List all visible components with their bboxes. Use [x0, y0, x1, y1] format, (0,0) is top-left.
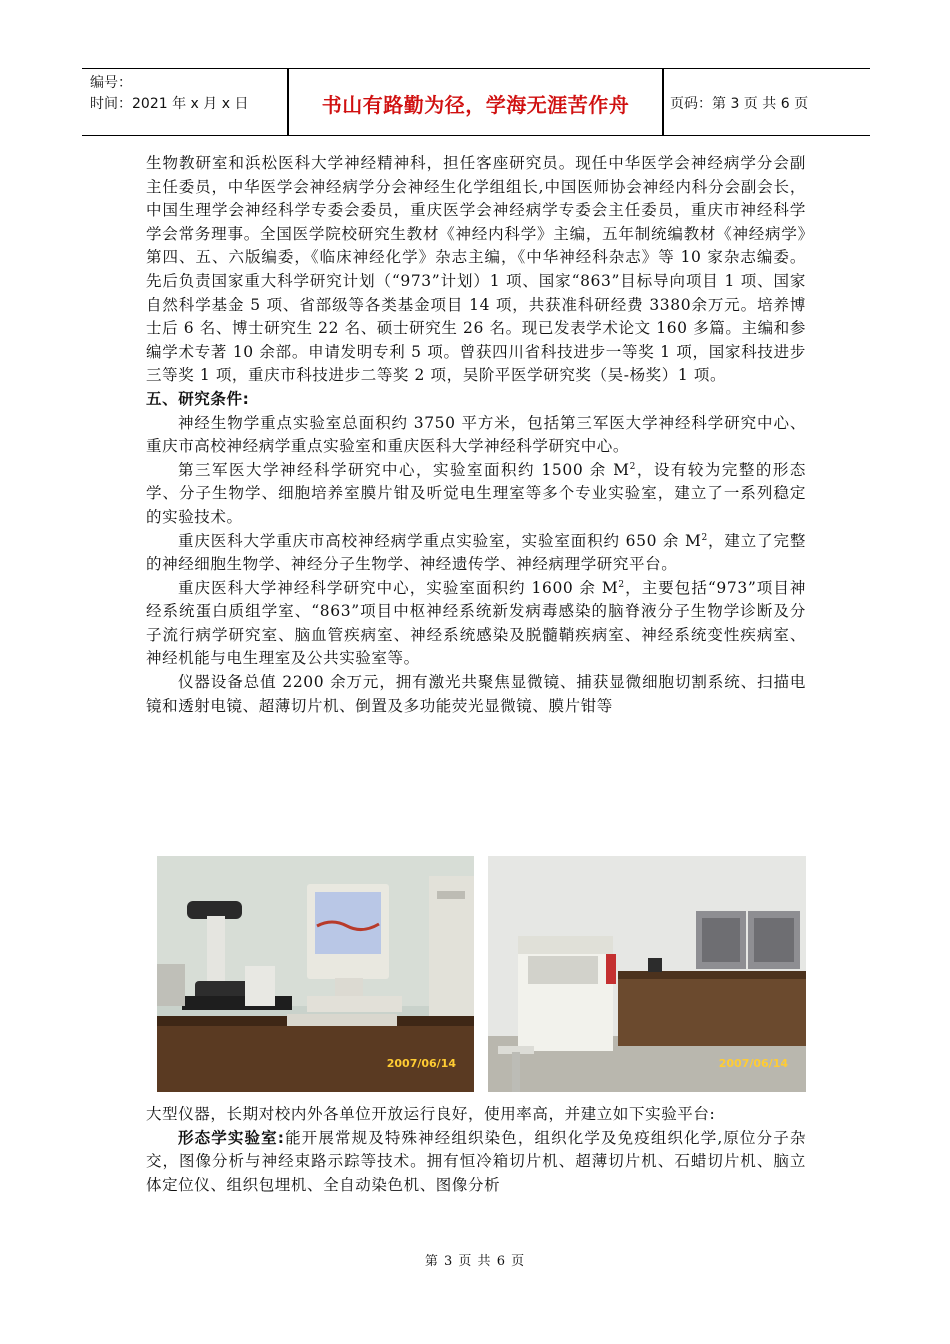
superscript: 2 [618, 579, 625, 590]
paragraph-bio: 生物教研室和浜松医科大学神经精神科，担任客座研究员。现任中华医学会神经病学分会副主任委员，中华医学会神经病学分会神经生化学组组长,中国医师协会神经内科分会副会长，中国生理学会神经科学专委会委员，重庆医学会神经病学专委会主任委员，重庆市神经科学学会常务理事。全国医学院校研究生教材《神经内科学》主编，五年制统编教材《神经病学》第四、五、六版编委，《临床神经化学》杂志主编，《中华神经科杂志》等 10 家杂志编委。先后负责国家重大科学研究计划（“973”计划）1 项、国家“863”目标导向项目 1 项、国家自然科学基金 5 项、省部级等各类基金项目 14 项，共获准科研经费 3380余万元。培养博士后 6 名、博士研究生 22 名、硕士研究生 26 名。现已发表学术论文 160 多篇。主编和参编学术专著 10 余部。申请发明专利 5 项。曾获四川省科技进步一等奖 1 项，国家科技进步三等奖 1 项，重庆市科技进步二等奖 2 项，吴阶平医学研究奖（吴-杨奖）1 项。 [146, 154, 806, 385]
lab-photo-cryostat [488, 856, 806, 1092]
header-motto: 书山有路勤为径，学海无涯苦作舟 [321, 93, 630, 117]
paragraph-third-military [146, 459, 806, 530]
text-segment: ，主要包括“973”项目神经系统蛋白质组学室、“863”项目中枢神经系统新发病毒感染的脑脊液分子生物学诊断及分子流行病学研究室、脑血管疾病室、神经系统感染及脱髓鞘疾病室、神经系统变性疾病室、神经机能与电生理室及公共实验室等。 [146, 578, 806, 668]
paragraph-cq-neuro-center [146, 577, 806, 671]
section-heading-research-conditions: 五、研究条件: [146, 389, 250, 408]
doc-time-label: 时间：2021 年 x 月 x 日 [90, 96, 249, 112]
text-segment: 第三军医大学神经科学研究中心，实验室面积约 1500 余 M [178, 460, 630, 479]
text-segment: ，设有较为完整的形态学、分子生物学、细胞培养室膜片钳及听觉电生理室等多个专业实验室，建立了一系列稳定的实验技术。 [146, 460, 806, 526]
photo-date-stamp: 2007/06/14 [718, 1057, 788, 1070]
morphology-lab-title: 形态学实验室: [178, 1128, 285, 1147]
document-body-continued [146, 1103, 806, 1197]
text-segment: 重庆医科大学神经科学研究中心，实验室面积约 1600 余 M [178, 578, 619, 597]
superscript: 2 [701, 532, 708, 543]
paragraph-morphology-lab [146, 1127, 806, 1198]
header-page-label: 页码：第 3 页 共 6 页 [670, 96, 809, 112]
paragraph-equipment: 仪器设备总值 2200 余万元，拥有激光共聚焦显微镜、捕获显微细胞切割系统、扫描电镜和透射电镜、超薄切片机、倒置及多功能荧光显微镜、膜片钳等 [146, 673, 806, 715]
paragraph-large-instruments: 大型仪器，长期对校内外各单位开放运行良好，使用率高，并建立如下实验平台: [146, 1105, 716, 1123]
doc-number-label: 编号： [90, 75, 132, 91]
text-segment: 重庆医科大学重庆市高校神经病学重点实验室，实验室面积约 650 余 M [178, 531, 702, 550]
paragraph-lab-overview: 神经生物学重点实验室总面积约 3750 平方米，包括第三军医大学神经科学研究中心、重庆市高校神经病学重点实验室和重庆医科大学神经科学研究中心。 [146, 413, 806, 456]
lab-photo-microscope [157, 856, 474, 1092]
superscript: 2 [629, 461, 636, 472]
header-meta [90, 73, 248, 115]
text-segment: ，建立了完整的神经细胞生物学、神经分子生物学、神经遗传学、神经病理学研究平台。 [146, 531, 806, 574]
page-header [82, 68, 870, 136]
photo-date-stamp: 2007/06/14 [386, 1057, 456, 1070]
page-footer: 第 3 页 共 6 页 [424, 1254, 526, 1269]
header-divider [662, 69, 664, 135]
document-body [146, 152, 806, 718]
paragraph-cq-key-lab [146, 530, 806, 577]
text-segment: 能开展常规及特殊神经组织染色，组织化学及免疫组织化学,原位分子杂交，图像分析与神经束路示踪等技术。拥有恒冷箱切片机、超薄切片机、石蜡切片机、脑立体定位仪、组织包埋机、全自动染色机、图像分析 [146, 1128, 806, 1194]
